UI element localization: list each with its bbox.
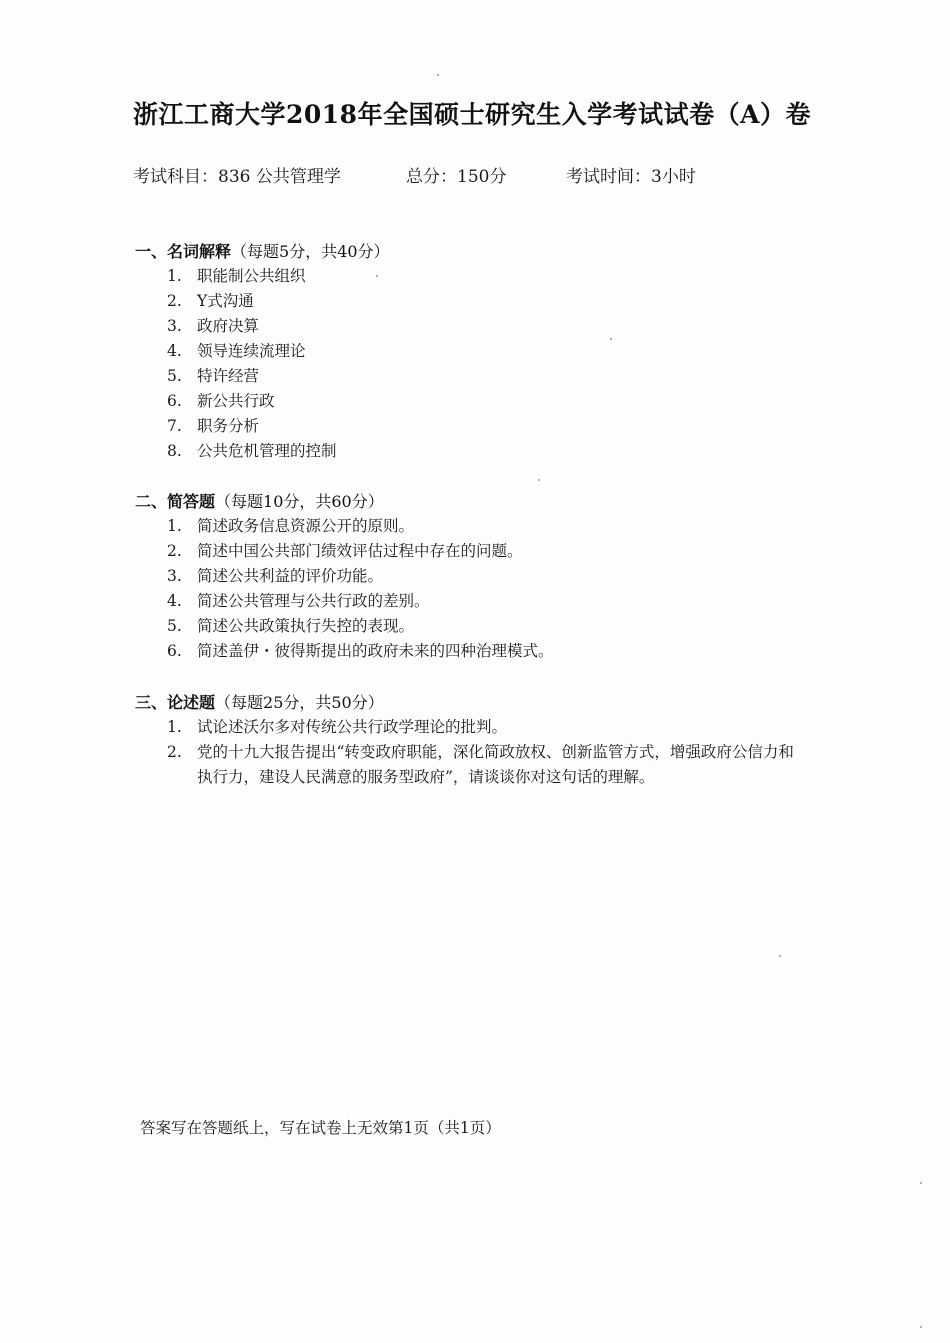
question-number: 1. bbox=[167, 267, 182, 285]
question-item bbox=[135, 715, 835, 740]
scan-speck bbox=[437, 74, 439, 76]
scan-speck bbox=[920, 1182, 922, 1184]
question-number: 6. bbox=[167, 392, 182, 410]
question-item bbox=[135, 564, 835, 589]
question-text: 特许经营 bbox=[197, 367, 260, 385]
question-text: 试论述沃尔多对传统公共行政学理论的批判。 bbox=[197, 718, 508, 736]
section-essay bbox=[135, 690, 835, 790]
question-number: 2. bbox=[167, 542, 182, 560]
exam-title: 浙江工商大学2018年全国硕士研究生入学考试试卷（A）卷 bbox=[133, 100, 811, 129]
question-text: 简述公共政策执行失控的表现。 bbox=[197, 617, 415, 635]
question-number: 6. bbox=[167, 642, 182, 660]
question-number: 4. bbox=[167, 342, 182, 360]
section-heading bbox=[135, 239, 835, 264]
scan-speck bbox=[610, 338, 612, 340]
section-scoring: （每题5分，共40分） bbox=[231, 242, 390, 261]
question-item bbox=[135, 539, 835, 564]
question-text: 党的十九大报告提出“转变政府职能，深化简政放权、创新监管方式，增强政府公信力和执行力，建设人民满意的服务型政府”，请谈谈你对这句话的理解。 bbox=[197, 743, 794, 786]
page-footer-note: 答案写在答题纸上，写在试卷上无效第1页（共1页） bbox=[140, 1119, 501, 1137]
question-text: Y式沟通 bbox=[197, 292, 254, 310]
section-scoring: （每题10分，共60分） bbox=[215, 492, 384, 511]
question-number: 2. bbox=[167, 743, 182, 761]
question-text: 简述政务信息资源公开的原则。 bbox=[197, 517, 415, 535]
question-list bbox=[135, 715, 835, 790]
question-item bbox=[135, 514, 835, 539]
question-number: 5. bbox=[167, 617, 182, 635]
question-text: 简述盖伊・彼得斯提出的政府未来的四种治理模式。 bbox=[197, 642, 554, 660]
section-short-answer bbox=[135, 489, 835, 664]
question-item bbox=[135, 414, 835, 439]
scan-speck bbox=[376, 275, 378, 277]
question-number: 2. bbox=[167, 292, 182, 310]
scan-speck bbox=[538, 479, 540, 481]
question-number: 7. bbox=[167, 417, 182, 435]
question-number: 1. bbox=[167, 517, 182, 535]
question-item bbox=[135, 289, 835, 314]
section-title: 三、论述题 bbox=[135, 693, 216, 712]
section-title: 二、简答题 bbox=[135, 492, 216, 511]
question-item bbox=[135, 439, 835, 464]
question-number: 3. bbox=[167, 317, 182, 335]
question-item bbox=[135, 740, 835, 790]
section-scoring: （每题25分，共50分） bbox=[215, 693, 384, 712]
section-heading bbox=[135, 690, 835, 715]
question-list bbox=[135, 514, 835, 664]
question-item bbox=[135, 639, 835, 664]
scan-speck bbox=[779, 955, 781, 957]
question-number: 1. bbox=[167, 718, 182, 736]
section-heading bbox=[135, 489, 835, 514]
question-item bbox=[135, 339, 835, 364]
question-item bbox=[135, 364, 835, 389]
question-item bbox=[135, 589, 835, 614]
question-item bbox=[135, 264, 835, 289]
question-number: 4. bbox=[167, 592, 182, 610]
question-number: 3. bbox=[167, 567, 182, 585]
question-item bbox=[135, 614, 835, 639]
question-text: 新公共行政 bbox=[197, 392, 275, 410]
question-text: 公共危机管理的控制 bbox=[197, 442, 337, 460]
question-list bbox=[135, 264, 835, 464]
question-text: 职能制公共组织 bbox=[197, 267, 306, 285]
question-number: 5. bbox=[167, 367, 182, 385]
exam-duration: 考试时间：3小时 bbox=[566, 167, 696, 187]
question-item bbox=[135, 389, 835, 414]
question-text: 职务分析 bbox=[197, 417, 260, 435]
question-text: 简述中国公共部门绩效评估过程中存在的问题。 bbox=[197, 542, 523, 560]
question-text: 简述公共管理与公共行政的差别。 bbox=[197, 592, 430, 610]
question-text: 领导连续流理论 bbox=[197, 342, 306, 360]
exam-subject: 考试科目：836 公共管理学 bbox=[133, 167, 341, 187]
question-text: 政府决算 bbox=[197, 317, 260, 335]
exam-total-score: 总分：150分 bbox=[406, 167, 507, 187]
question-text: 简述公共利益的评价功能。 bbox=[197, 567, 384, 585]
question-number: 8. bbox=[167, 442, 182, 460]
question-item bbox=[135, 314, 835, 339]
scan-speck bbox=[920, 1326, 922, 1328]
section-term-definitions bbox=[135, 239, 835, 464]
section-title: 一、名词解释 bbox=[135, 242, 232, 261]
